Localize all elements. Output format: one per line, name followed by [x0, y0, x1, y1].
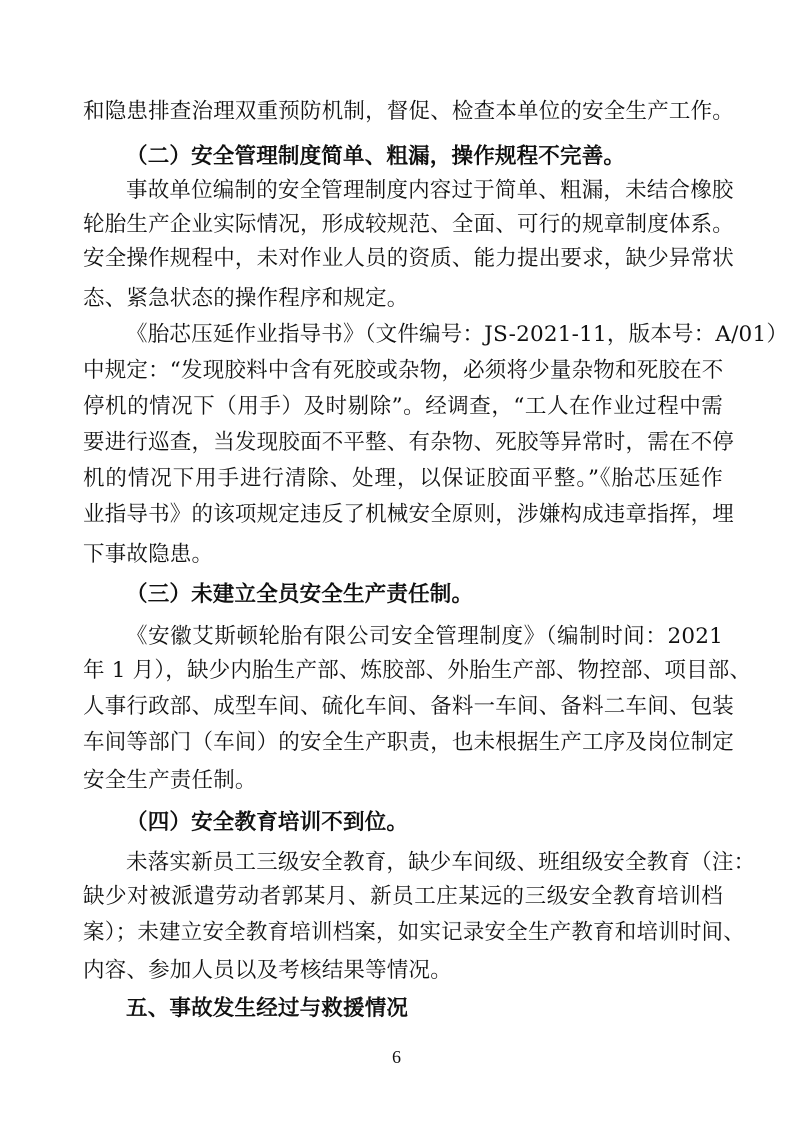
- page-number: 6: [392, 1047, 401, 1067]
- section-heading: （三）未建立全员安全生产责任制。: [126, 582, 474, 607]
- paragraph-line: 安全生产责任制。: [83, 768, 257, 793]
- paragraph-line: 缺少对被派遣劳动者郭某月、新员工庄某远的三级安全教育培训档: [83, 884, 723, 909]
- paragraph-line: 业指导书》的该项规定违反了机械安全原则，涉嫌构成违章指挥，埋: [83, 502, 735, 527]
- paragraph-line: 《安徽艾斯顿轮胎有限公司安全管理制度》（编制时间：2021: [126, 624, 723, 649]
- section-heading: （二）安全管理制度简单、粗漏，操作规程不完善。: [126, 144, 626, 169]
- paragraph-line: 《胎芯压延作业指导书》（文件编号：JS-2021-11，版本号：A/01）: [126, 322, 789, 347]
- paragraph-line: 案）；未建立安全教育培训档案，如实记录安全生产教育和培训时间、: [83, 920, 745, 945]
- paragraph-line: 年 1 月），缺少内胎生产部、炼胶部、外胎生产部、物控部、项目部、: [83, 658, 752, 683]
- paragraph-line: 未落实新员工三级安全教育，缺少车间级、班组级安全教育（注：: [126, 850, 756, 875]
- paragraph-line: 中规定：“发现胶料中含有死胶或杂物，必须将少量杂物和死胶在不: [83, 358, 724, 383]
- paragraph-line: 安全操作规程中，未对作业人员的资质、能力提出要求，缺少异常状: [83, 246, 735, 271]
- paragraph-line: 态、紧急状态的操作程序和规定。: [83, 286, 409, 311]
- paragraph-line: 要进行巡查，当发现胶面不平整、有杂物、死胶等异常时，需在不停: [83, 430, 735, 455]
- paragraph-line: 人事行政部、成型车间、硫化车间、备料一车间、备料二车间、包装: [83, 694, 735, 719]
- paragraph-line: 机的情况下用手进行清除、处理，以保证胶面平整。”《胎芯压延作: [83, 466, 723, 491]
- section-heading: （四）安全教育培训不到位。: [126, 810, 409, 835]
- paragraph-line: 轮胎生产企业实际情况，形成较规范、全面、可行的规章制度体系。: [83, 212, 735, 237]
- paragraph-line: 停机的情况下（用手）及时剔除”。经调查，“工人在作业过程中需: [83, 394, 723, 419]
- paragraph-line: 下事故隐患。: [83, 542, 214, 567]
- paragraph-line: 事故单位编制的安全管理制度内容过于简单、粗漏，未结合橡胶: [126, 178, 734, 203]
- chapter-heading: 五、事故发生经过与救援情况: [126, 996, 409, 1021]
- paragraph-line: 内容、参加人员以及考核结果等情况。: [83, 958, 452, 983]
- paragraph-line: 和隐患排查治理双重预防机制，督促、检查本单位的安全生产工作。: [83, 99, 735, 124]
- paragraph-line: 车间等部门（车间）的安全生产职责，也未根据生产工序及岗位制定: [83, 730, 735, 755]
